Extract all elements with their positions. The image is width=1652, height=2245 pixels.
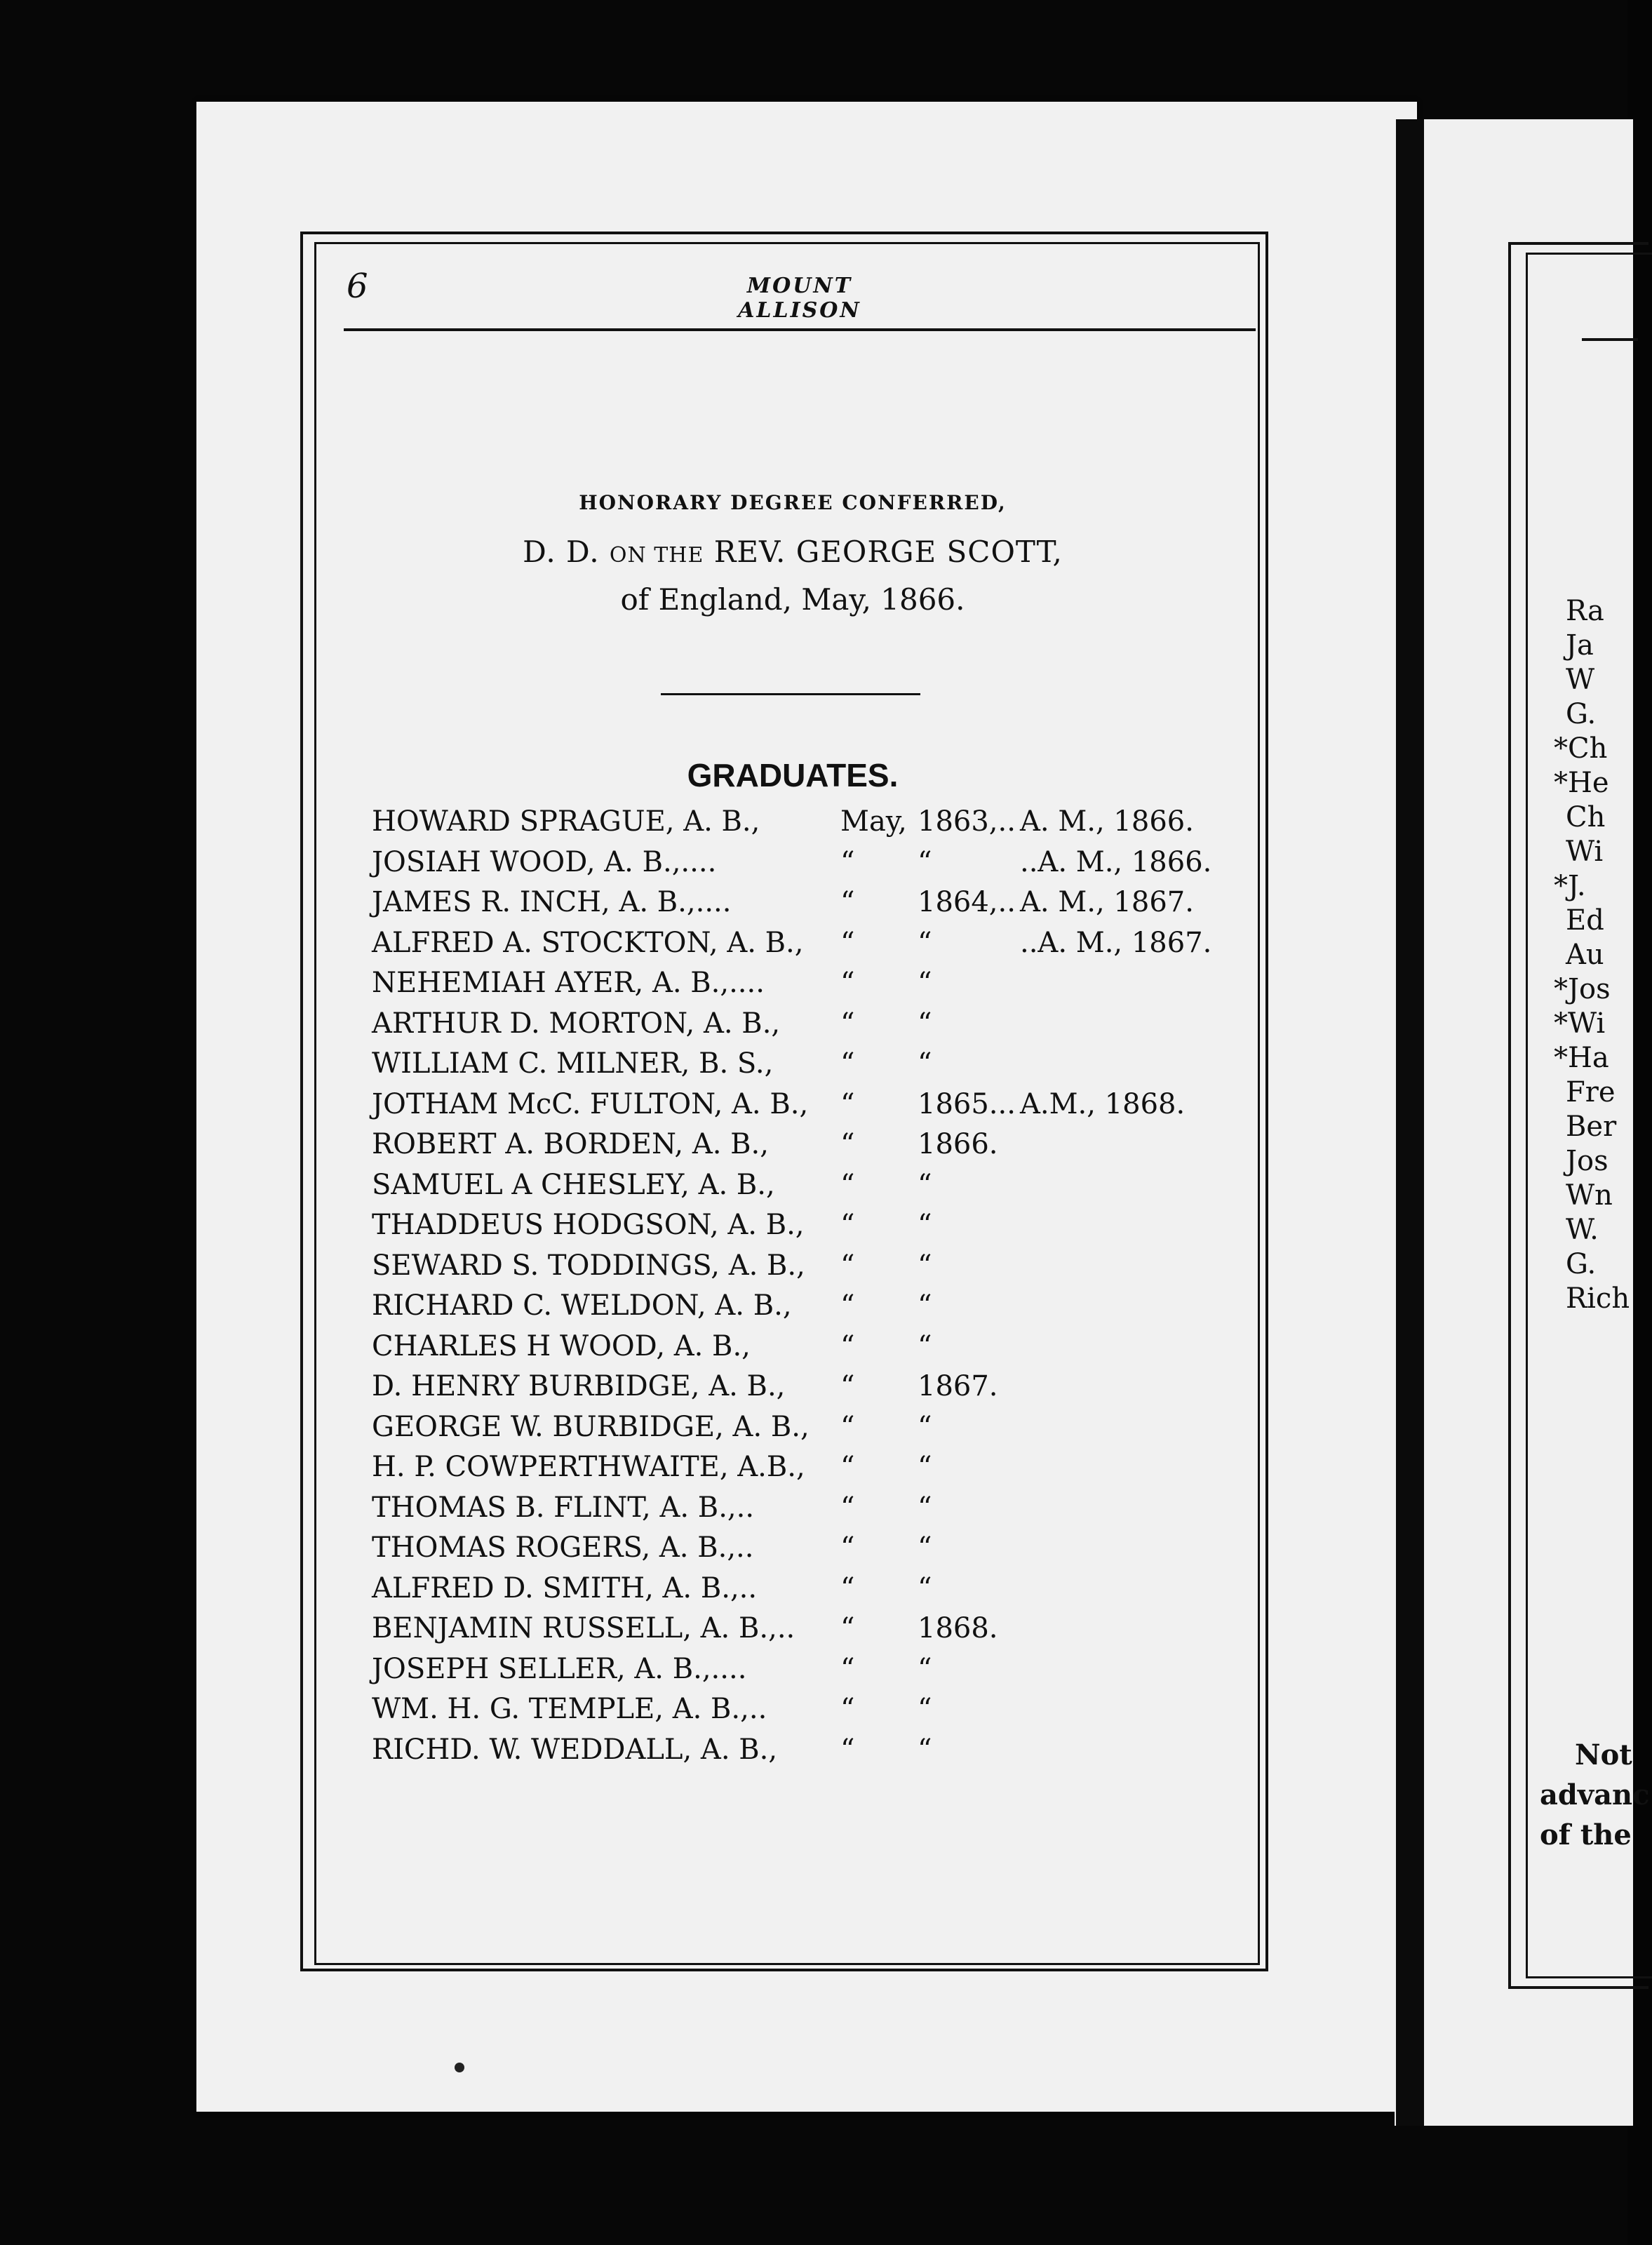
honorary-degree-title: HONORARY DEGREE CONFERRED, [579, 491, 1007, 514]
graduate-name: JOSIAH WOOD, A. B.,.... [372, 845, 717, 878]
header-rule [344, 328, 1256, 331]
graduation-year: 1867. [918, 1370, 998, 1402]
graduation-month: “ [840, 1249, 855, 1282]
graduate-row [372, 1169, 1256, 1209]
graduate-name: RICHARD C. WELDON, A. B., [372, 1289, 792, 1322]
graduation-month: “ [840, 1693, 855, 1725]
right-page-line: *Ch [1554, 732, 1608, 765]
graduation-month: “ [840, 1168, 855, 1201]
graduation-month: “ [840, 1532, 855, 1564]
right-page-line: *Ha [1554, 1042, 1609, 1074]
graduate-row [372, 1209, 1256, 1249]
graduation-year: 1868. [918, 1612, 998, 1644]
graduation-year: “ [918, 1289, 932, 1322]
graduate-row [372, 1370, 1256, 1411]
graduate-name: THOMAS B. FLINT, A. B.,.. [372, 1491, 755, 1524]
graduate-name: THADDEUS HODGSON, A. B., [372, 1209, 805, 1241]
right-page-line: Ch [1566, 801, 1606, 833]
graduate-row [372, 1653, 1256, 1694]
graduation-year: 1865... [918, 1087, 1016, 1120]
graduate-name: JOTHAM McC. FULTON, A. B., [372, 1087, 809, 1120]
graduation-month: “ [840, 1289, 855, 1322]
graduate-name: THOMAS ROGERS, A. B.,.. [372, 1532, 754, 1564]
right-page-line: Ja [1566, 629, 1594, 662]
graduation-month: “ [840, 1572, 855, 1604]
graduate-name: ALFRED A. STOCKTON, A. B., [372, 926, 804, 959]
graduation-month: “ [840, 1370, 855, 1402]
right-page-line: Wi [1566, 836, 1604, 868]
graduation-year: “ [918, 1047, 932, 1080]
graduate-row [372, 1693, 1256, 1734]
section-divider [661, 693, 920, 695]
graduate-row [372, 1411, 1256, 1452]
right-page-line: Wn [1566, 1179, 1613, 1212]
right-page-line: Ed [1566, 904, 1604, 937]
graduate-name: GEORGE W. BURBIDGE, A. B., [372, 1410, 810, 1443]
graduation-month: “ [840, 1451, 855, 1483]
graduation-year: “ [918, 1572, 932, 1604]
graduation-month: “ [840, 1047, 855, 1080]
graduate-row [372, 1572, 1256, 1613]
graduate-row [372, 1532, 1256, 1572]
am-degree: ..A. M., 1867. [1020, 926, 1212, 959]
graduate-name: RICHD. W. WEDDALL, A. B., [372, 1733, 778, 1766]
graduation-year: “ [918, 1451, 932, 1483]
graduation-year: “ [918, 967, 932, 999]
graduation-year: 1863,.. [918, 805, 1016, 838]
am-degree: A.M., 1868. [1020, 1087, 1186, 1120]
graduate-name: ALFRED D. SMITH, A. B.,.. [372, 1572, 758, 1604]
graduate-row [372, 886, 1256, 927]
graduate-name: ARTHUR D. MORTON, A. B., [372, 1007, 781, 1040]
graduation-month: “ [840, 1410, 855, 1443]
on-the: ON THE [609, 543, 704, 568]
graduate-row [372, 1128, 1256, 1169]
graduation-month: “ [840, 1087, 855, 1120]
graduate-row [372, 1330, 1256, 1371]
graduate-row [372, 1088, 1256, 1129]
graduate-row [372, 1734, 1256, 1774]
running-head: MOUNT ALLISON [738, 274, 861, 323]
graduation-year: “ [918, 1532, 932, 1564]
right-page-line: G. [1566, 1248, 1597, 1280]
right-page-line: W [1566, 664, 1595, 696]
graduate-name: WM. H. G. TEMPLE, A. B.,.. [372, 1693, 767, 1725]
right-page-note-line: advanc [1540, 1778, 1650, 1811]
graduation-year: “ [918, 1693, 932, 1725]
graduation-year: “ [918, 1491, 932, 1524]
graduate-row [372, 1492, 1256, 1532]
right-page-note-line: of the [1540, 1818, 1632, 1851]
graduation-year: “ [918, 1249, 932, 1282]
graduate-row [372, 1612, 1256, 1653]
honorary-degree-origin: of England, May, 1866. [620, 582, 965, 617]
right-page-line: W. [1566, 1214, 1599, 1246]
right-page-line: *He [1554, 767, 1609, 799]
graduation-month: May, [840, 805, 907, 838]
graduate-name: WILLIAM C. MILNER, B. S., [372, 1047, 774, 1080]
graduate-name: ROBERT A. BORDEN, A. B., [372, 1128, 769, 1160]
graduation-year: “ [918, 1329, 932, 1362]
graduate-name: JAMES R. INCH, A. B.,.... [372, 886, 732, 918]
right-header-rule [1582, 338, 1638, 341]
graduation-month: “ [840, 1209, 855, 1241]
graduate-name: H. P. COWPERTHWAITE, A.B., [372, 1451, 805, 1483]
graduate-row [372, 1047, 1256, 1088]
graduation-month: “ [840, 886, 855, 918]
graduate-name: NEHEMIAH AYER, A. B.,.... [372, 967, 765, 999]
graduation-month: “ [840, 1733, 855, 1766]
graduate-name: SEWARD S. TODDINGS, A. B., [372, 1249, 805, 1282]
right-page-line: Rich [1566, 1282, 1630, 1315]
right-page-line: Ber [1566, 1111, 1617, 1143]
graduate-name: CHARLES H WOOD, A. B., [372, 1329, 751, 1362]
graduation-month: “ [840, 845, 855, 878]
graduation-month: “ [840, 1329, 855, 1362]
graduation-year: “ [918, 1209, 932, 1241]
graduation-year: “ [918, 845, 932, 878]
graduation-year: “ [918, 1410, 932, 1443]
honoree-name: GEORGE SCOTT, [795, 535, 1063, 569]
right-page-line: Jos [1566, 1145, 1609, 1177]
page-number: 6 [347, 267, 368, 306]
graduation-month: “ [840, 926, 855, 959]
honorary-degree-line [491, 535, 1094, 569]
graduation-year: “ [918, 1733, 932, 1766]
graduates-heading: GRADUATES. [687, 757, 899, 793]
ink-speck [455, 2063, 464, 2072]
graduation-month: “ [840, 1007, 855, 1040]
graduates-list [372, 805, 1256, 1774]
graduation-month: “ [840, 967, 855, 999]
graduation-year: 1866. [918, 1128, 998, 1160]
am-degree: A. M., 1867. [1020, 886, 1194, 918]
graduate-row [372, 1451, 1256, 1492]
right-page-line: *Jos [1554, 973, 1611, 1005]
graduation-month: “ [840, 1652, 855, 1685]
graduate-name: JOSEPH SELLER, A. B.,.... [372, 1652, 747, 1685]
rev: REV. [713, 535, 786, 569]
graduate-row [372, 1007, 1256, 1048]
graduate-name: BENJAMIN RUSSELL, A. B.,.. [372, 1612, 795, 1644]
graduation-year: “ [918, 1652, 932, 1685]
graduate-row [372, 927, 1256, 967]
graduation-year: “ [918, 1168, 932, 1201]
graduate-row [372, 967, 1256, 1007]
graduation-month: “ [840, 1491, 855, 1524]
graduation-year: “ [918, 926, 932, 959]
graduate-row [372, 846, 1256, 887]
right-page-line: *J. [1554, 870, 1586, 902]
graduation-year: 1864,.. [918, 886, 1016, 918]
graduation-month: “ [840, 1612, 855, 1644]
am-degree: A. M., 1866. [1020, 805, 1194, 838]
graduation-month: “ [840, 1128, 855, 1160]
graduate-row [372, 805, 1256, 846]
am-degree: ..A. M., 1866. [1020, 845, 1212, 878]
right-page-line: *Wi [1554, 1007, 1606, 1040]
right-page-note-line: Not [1575, 1738, 1632, 1771]
right-page-line: G. [1566, 698, 1597, 730]
graduation-year: “ [918, 1007, 932, 1040]
right-page-line: Fre [1566, 1076, 1616, 1108]
right-page-line: Au [1566, 939, 1604, 971]
graduate-row [372, 1289, 1256, 1330]
book-gutter [1396, 119, 1424, 2126]
graduate-name: HOWARD SPRAGUE, A. B., [372, 805, 760, 838]
graduate-name: SAMUEL A CHESLEY, A. B., [372, 1168, 775, 1201]
right-page-line: Ra [1566, 595, 1604, 627]
graduate-name: D. HENRY BURBIDGE, A. B., [372, 1370, 786, 1402]
degree: D. D. [523, 535, 600, 569]
graduate-row [372, 1249, 1256, 1290]
